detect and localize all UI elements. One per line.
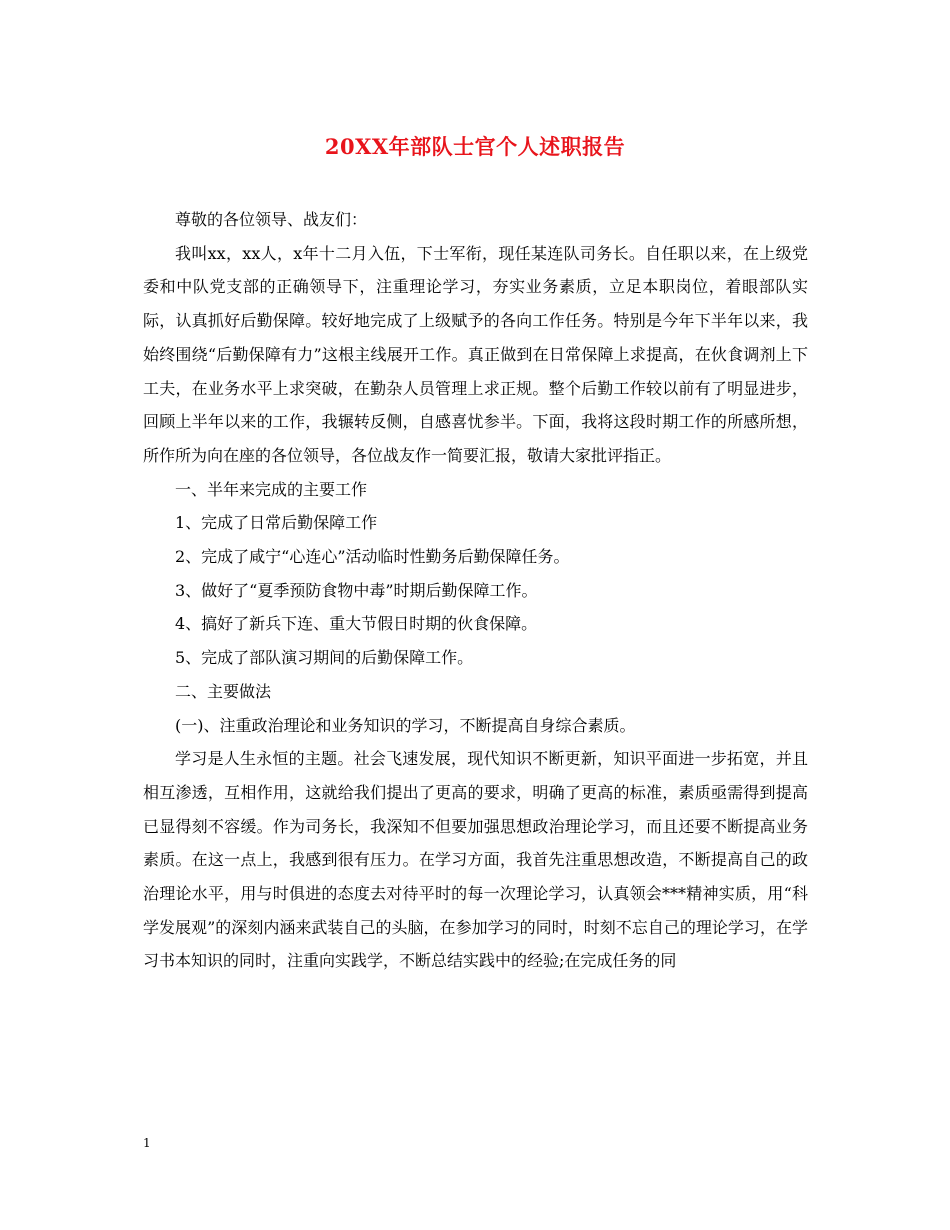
salutation: 尊敬的各位领导、战友们： bbox=[175, 210, 368, 229]
list-item: 3、做好了“夏季预防食物中毒”时期后勤保障工作。 bbox=[175, 580, 538, 600]
section-heading-2: 二、主要做法 bbox=[175, 681, 272, 701]
page-number: 1 bbox=[143, 1136, 151, 1150]
document-title: 20XX年部队士官个人述职报告 bbox=[324, 134, 626, 159]
paragraph-introduction: 我叫xx，xx人，x年十二月入伍，下士军衔，现任某连队司务长。自任职以来，在上级党委和中队党支部的正确领导下，注重理论学习，夯实业务素质，立足本职岗位，着眼部队实际，认真抓好后勤保障。较好地完成了上级赋予的各向工作任务。特别是今年下半年以来，我始终围绕“后勤保障有力”这根主线展开工作。真正做到在日常保障上求提高，在伙食调剂上下工夫，在业务水平上求突破，在勤杂人员管理上求正规。整个后勤工作较以前有了明显进步，回顾上半年以来的工作，我辗转反侧，自感喜忧参半。下面，我将这段时期工作的所感所想，所作所为向在座的各位领导，各位战友作一简要汇报，敬请大家批评指正。 bbox=[143, 243, 808, 465]
list-item: 2、完成了咸宁“心连心”活动临时性勤务后勤保障任务。 bbox=[175, 547, 570, 567]
section-heading-1: 一、半年来完成的主要工作 bbox=[175, 479, 368, 499]
subsection-heading: (一)、注重政治理论和业务知识的学习，不断提高自身综合素质。 bbox=[175, 715, 636, 735]
list-item: 4、搞好了新兵下连、重大节假日时期的伙食保障。 bbox=[175, 614, 538, 634]
list-item: 5、完成了部队演习期间的后勤保障工作。 bbox=[175, 648, 474, 668]
document-body bbox=[143, 203, 808, 978]
list-item: 1、完成了日常后勤保障工作 bbox=[175, 513, 378, 533]
paragraph-study: 学习是人生永恒的主题。社会飞速发展，现代知识不断更新，知识平面进一步拓宽，并且相互渗透，互相作用，这就给我们提出了更高的要求，明确了更高的标准，素质亟需得到提高已显得刻不容缓。作为司务长，我深知不但要加强思想政治理论学习，而且还要不断提高业务素质。在这一点上，我感到很有压力。在学习方面，我首先注重思想改造，不断提高自己的政治理论水平，用与时俱进的态度去对待平时的每一次理论学习，认真领会***精神实质，用“科学发展观”的深刻内涵来武装自己的头脑，在参加学习的同时，时刻不忘自己的理论学习，在学习书本知识的同时，注重向实践学，不断总结实践中的经验;在完成任务的同 bbox=[143, 749, 808, 971]
